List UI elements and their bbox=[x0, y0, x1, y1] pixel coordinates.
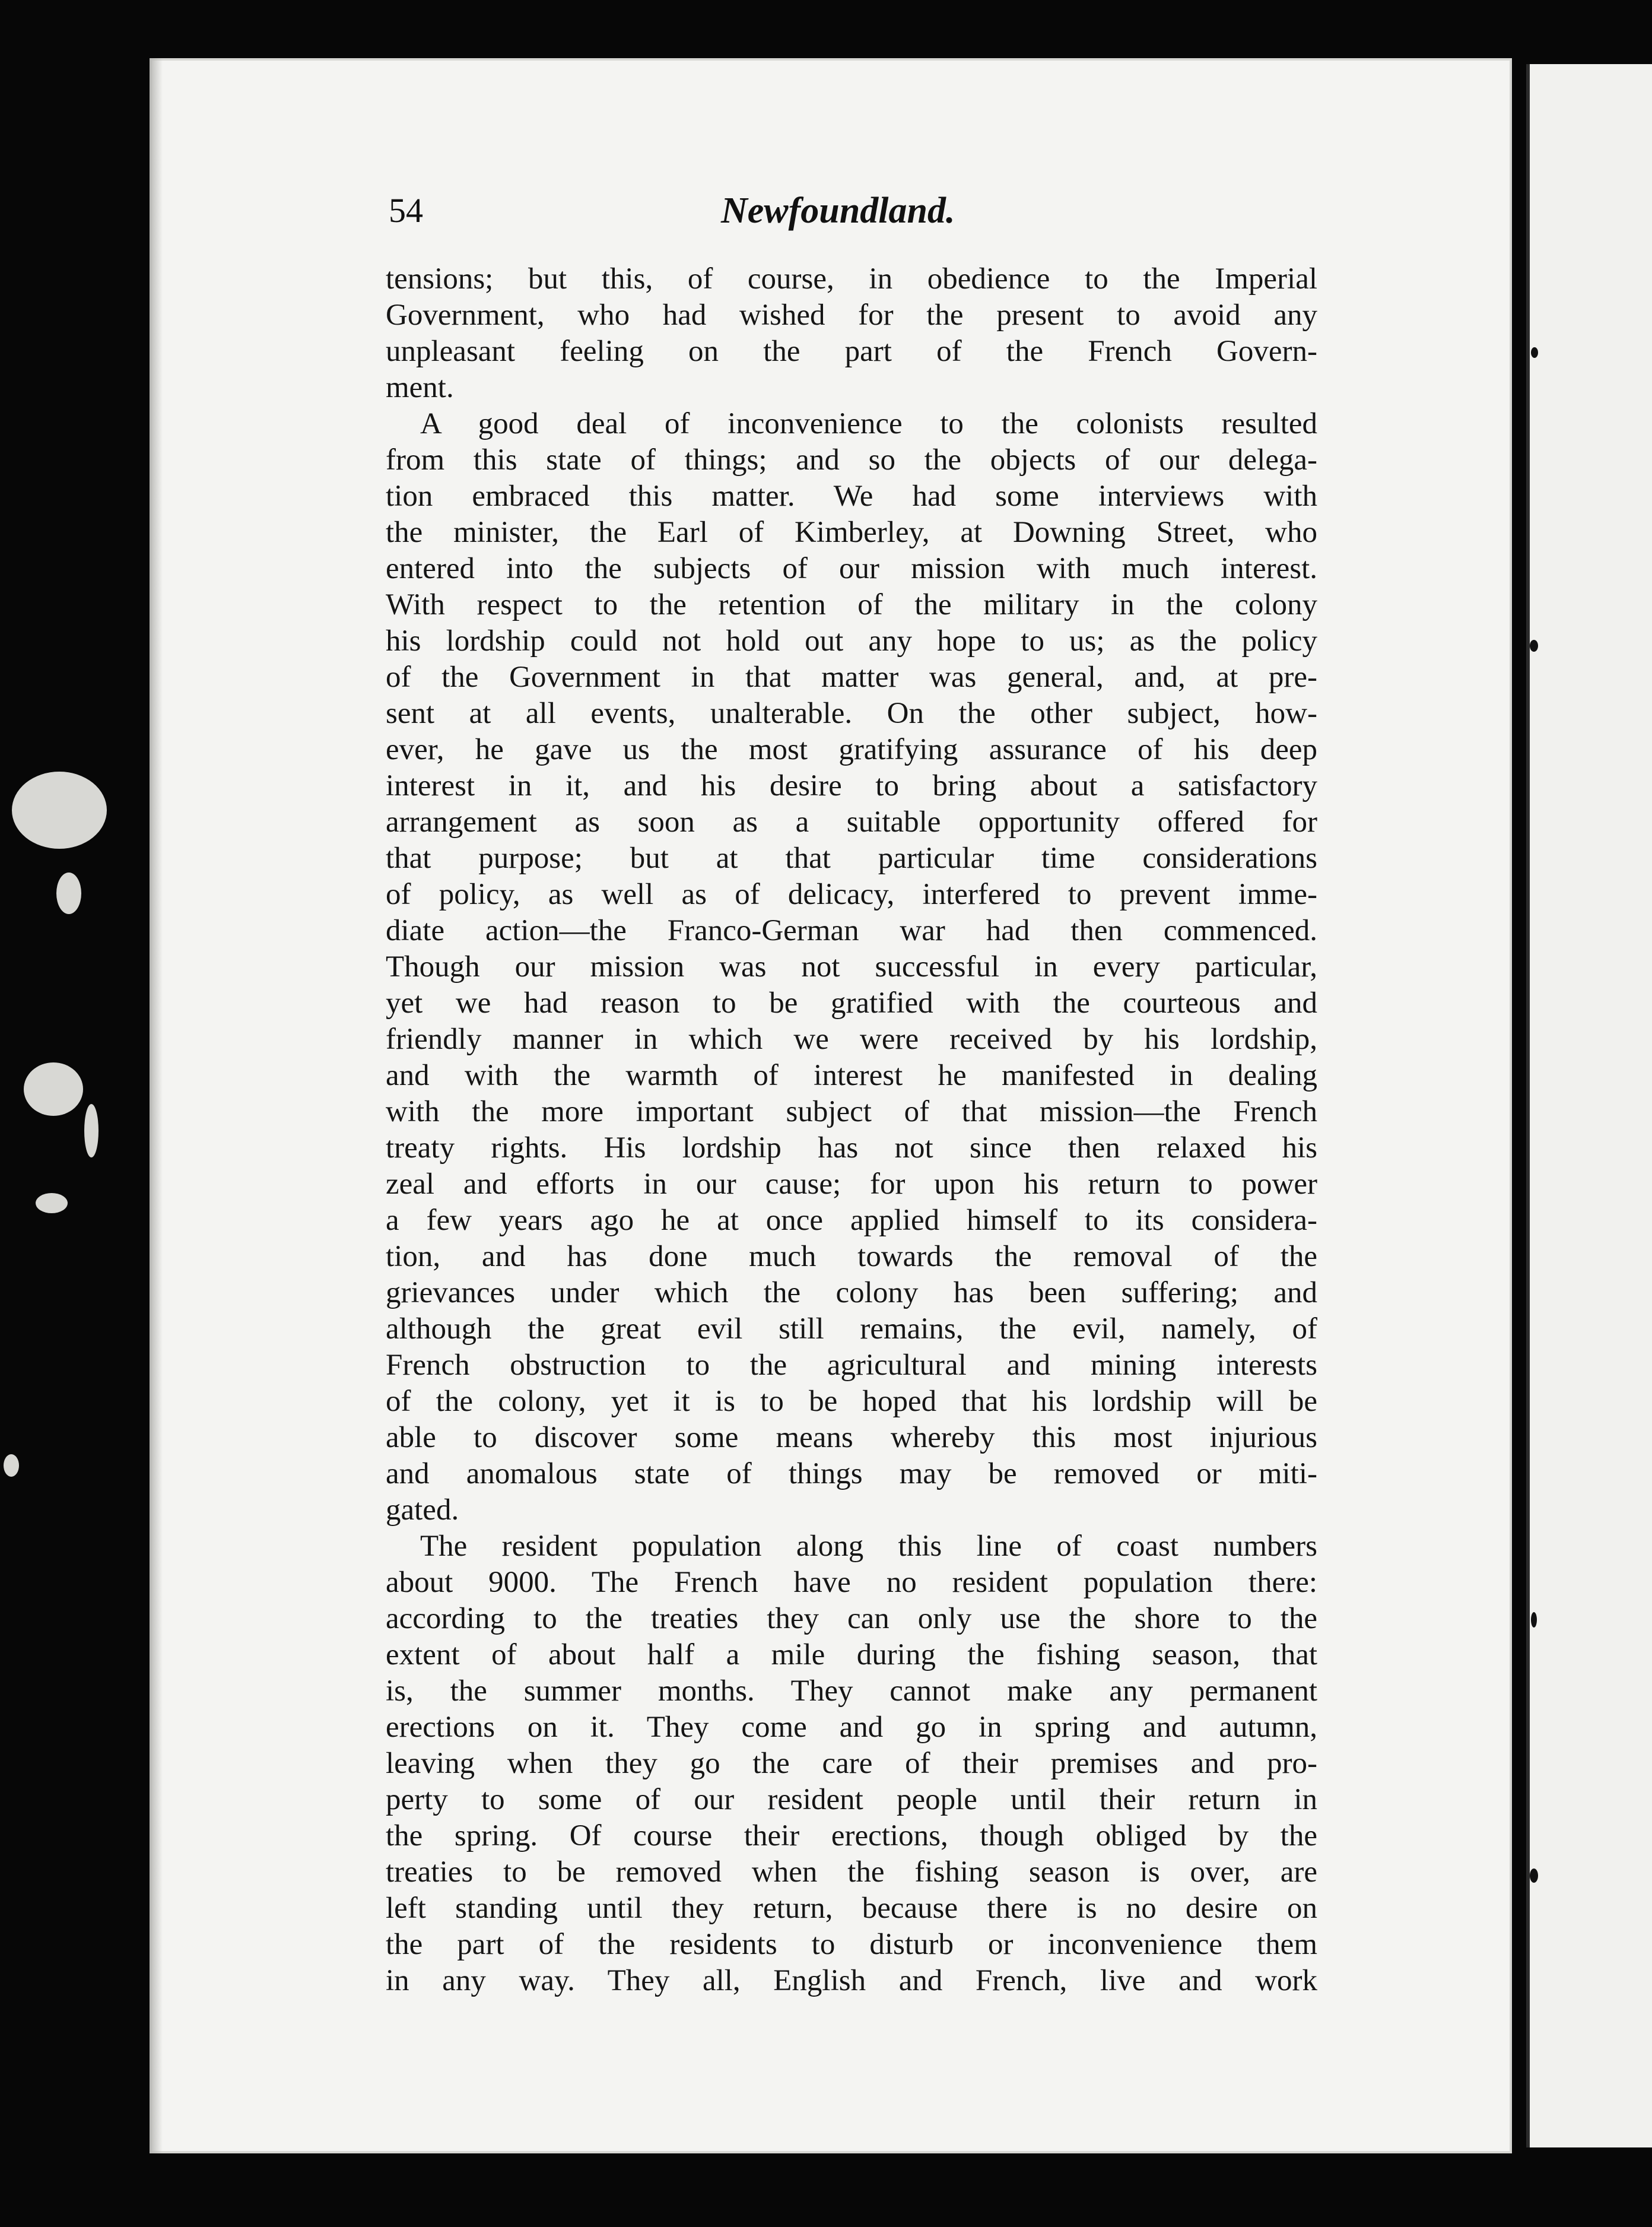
text-line: in any way. They all, English and French, live and work bbox=[386, 1964, 1317, 1997]
page-number: 54 bbox=[389, 191, 423, 230]
scan-speck bbox=[12, 772, 107, 849]
text-line: from this state of things; and so the objects of our delega- bbox=[386, 443, 1317, 477]
text-line: is, the summer months. They cannot make any permanent bbox=[386, 1674, 1317, 1708]
text-line: tion, and has done much towards the removal of the bbox=[386, 1240, 1317, 1273]
page-gutter-shadow bbox=[150, 58, 163, 2153]
text-line: a few years ago he at once applied himself to its considera- bbox=[386, 1204, 1317, 1237]
text-line: friendly manner in which we were received by his lordship, bbox=[386, 1023, 1317, 1056]
text-line: his lordship could not hold out any hope to us; as the policy bbox=[386, 624, 1317, 658]
text-line: ever, he gave us the most gratifying assurance of his deep bbox=[386, 733, 1317, 766]
text-line: treaty rights. His lordship has not since then relaxed his bbox=[386, 1131, 1317, 1165]
text-line: A good deal of inconvenience to the colonists resulted bbox=[420, 407, 1317, 440]
text-line: erections on it. They come and go in spring and autumn, bbox=[386, 1711, 1317, 1744]
text-line: tensions; but this, of course, in obedience to the Imperial bbox=[386, 262, 1317, 296]
text-line: With respect to the retention of the military in the colony bbox=[386, 588, 1317, 621]
text-line: extent of about half a mile during the fishing season, that bbox=[386, 1638, 1317, 1671]
text-line: left standing until they return, because there is no desire on bbox=[386, 1892, 1317, 1925]
text-line: interest in it, and his desire to bring about a satisfactory bbox=[386, 769, 1317, 802]
text-line: of the Government in that matter was general, and, at pre- bbox=[386, 661, 1317, 694]
text-line: French obstruction to the agricultural and mining interests bbox=[386, 1349, 1317, 1382]
margin-mark bbox=[1530, 1868, 1538, 1883]
scan-speck bbox=[84, 1104, 99, 1157]
text-line: leaving when they go the care of their premises and pro- bbox=[386, 1747, 1317, 1780]
scan-speck bbox=[24, 1062, 83, 1116]
page-header bbox=[389, 187, 1320, 238]
body-text bbox=[386, 261, 1317, 1999]
text-line: ment. bbox=[386, 371, 454, 404]
scan-speck bbox=[56, 873, 81, 914]
text-line: of the colony, yet it is to be hoped that his lordship will be bbox=[386, 1385, 1317, 1418]
text-line: gated. bbox=[386, 1493, 459, 1527]
text-line: sent at all events, unalterable. On the other subject, how- bbox=[386, 697, 1317, 730]
text-line: perty to some of our resident people until their return in bbox=[386, 1783, 1317, 1816]
text-line: tion embraced this matter. We had some interviews with bbox=[386, 480, 1317, 513]
text-line: treaties to be removed when the fishing season is over, are bbox=[386, 1855, 1317, 1889]
text-line: zeal and efforts in our cause; for upon his return to power bbox=[386, 1168, 1317, 1201]
text-line: with the more important subject of that mission—the French bbox=[386, 1095, 1317, 1128]
text-line: the spring. Of course their erections, though obliged by the bbox=[386, 1819, 1317, 1852]
scan-speck bbox=[36, 1193, 68, 1213]
running-title: Newfoundland. bbox=[721, 191, 955, 231]
text-line: the part of the residents to disturb or inconvenience them bbox=[386, 1928, 1317, 1961]
text-line: able to discover some means whereby this most injurious bbox=[386, 1421, 1317, 1454]
text-line: Government, who had wished for the present to avoid any bbox=[386, 299, 1317, 332]
text-line: and with the warmth of interest he manifested in dealing bbox=[386, 1059, 1317, 1092]
margin-mark bbox=[1530, 640, 1538, 652]
text-line: diate action—the Franco-German war had then commenced. bbox=[386, 914, 1317, 947]
text-line: arrangement as soon as a suitable opportunity offered for bbox=[386, 805, 1317, 839]
scan-speck bbox=[4, 1454, 19, 1477]
text-line: according to the treaties they can only use the shore to the bbox=[386, 1602, 1317, 1635]
margin-mark bbox=[1531, 1612, 1537, 1628]
facing-page-edge bbox=[1526, 64, 1652, 2147]
text-line: and anomalous state of things may be removed or miti- bbox=[386, 1457, 1317, 1490]
text-line: the minister, the Earl of Kimberley, at Downing Street, who bbox=[386, 516, 1317, 549]
margin-mark bbox=[1531, 347, 1538, 358]
text-line: grievances under which the colony has been suffering; and bbox=[386, 1276, 1317, 1309]
text-line: although the great evil still remains, the evil, namely, of bbox=[386, 1312, 1317, 1346]
text-line: entered into the subjects of our mission with much interest. bbox=[386, 552, 1317, 585]
text-line: Though our mission was not successful in every particular, bbox=[386, 950, 1317, 984]
text-line: of policy, as well as of delicacy, interfered to prevent imme- bbox=[386, 878, 1317, 911]
text-line: yet we had reason to be gratified with the courteous and bbox=[386, 986, 1317, 1020]
text-line: The resident population along this line of coast numbers bbox=[420, 1530, 1317, 1563]
facing-page-border bbox=[1526, 64, 1530, 2147]
text-line: about 9000. The French have no resident population there: bbox=[386, 1566, 1317, 1599]
text-line: unpleasant feeling on the part of the French Govern- bbox=[386, 335, 1317, 368]
text-line: that purpose; but at that particular time considerations bbox=[386, 842, 1317, 875]
